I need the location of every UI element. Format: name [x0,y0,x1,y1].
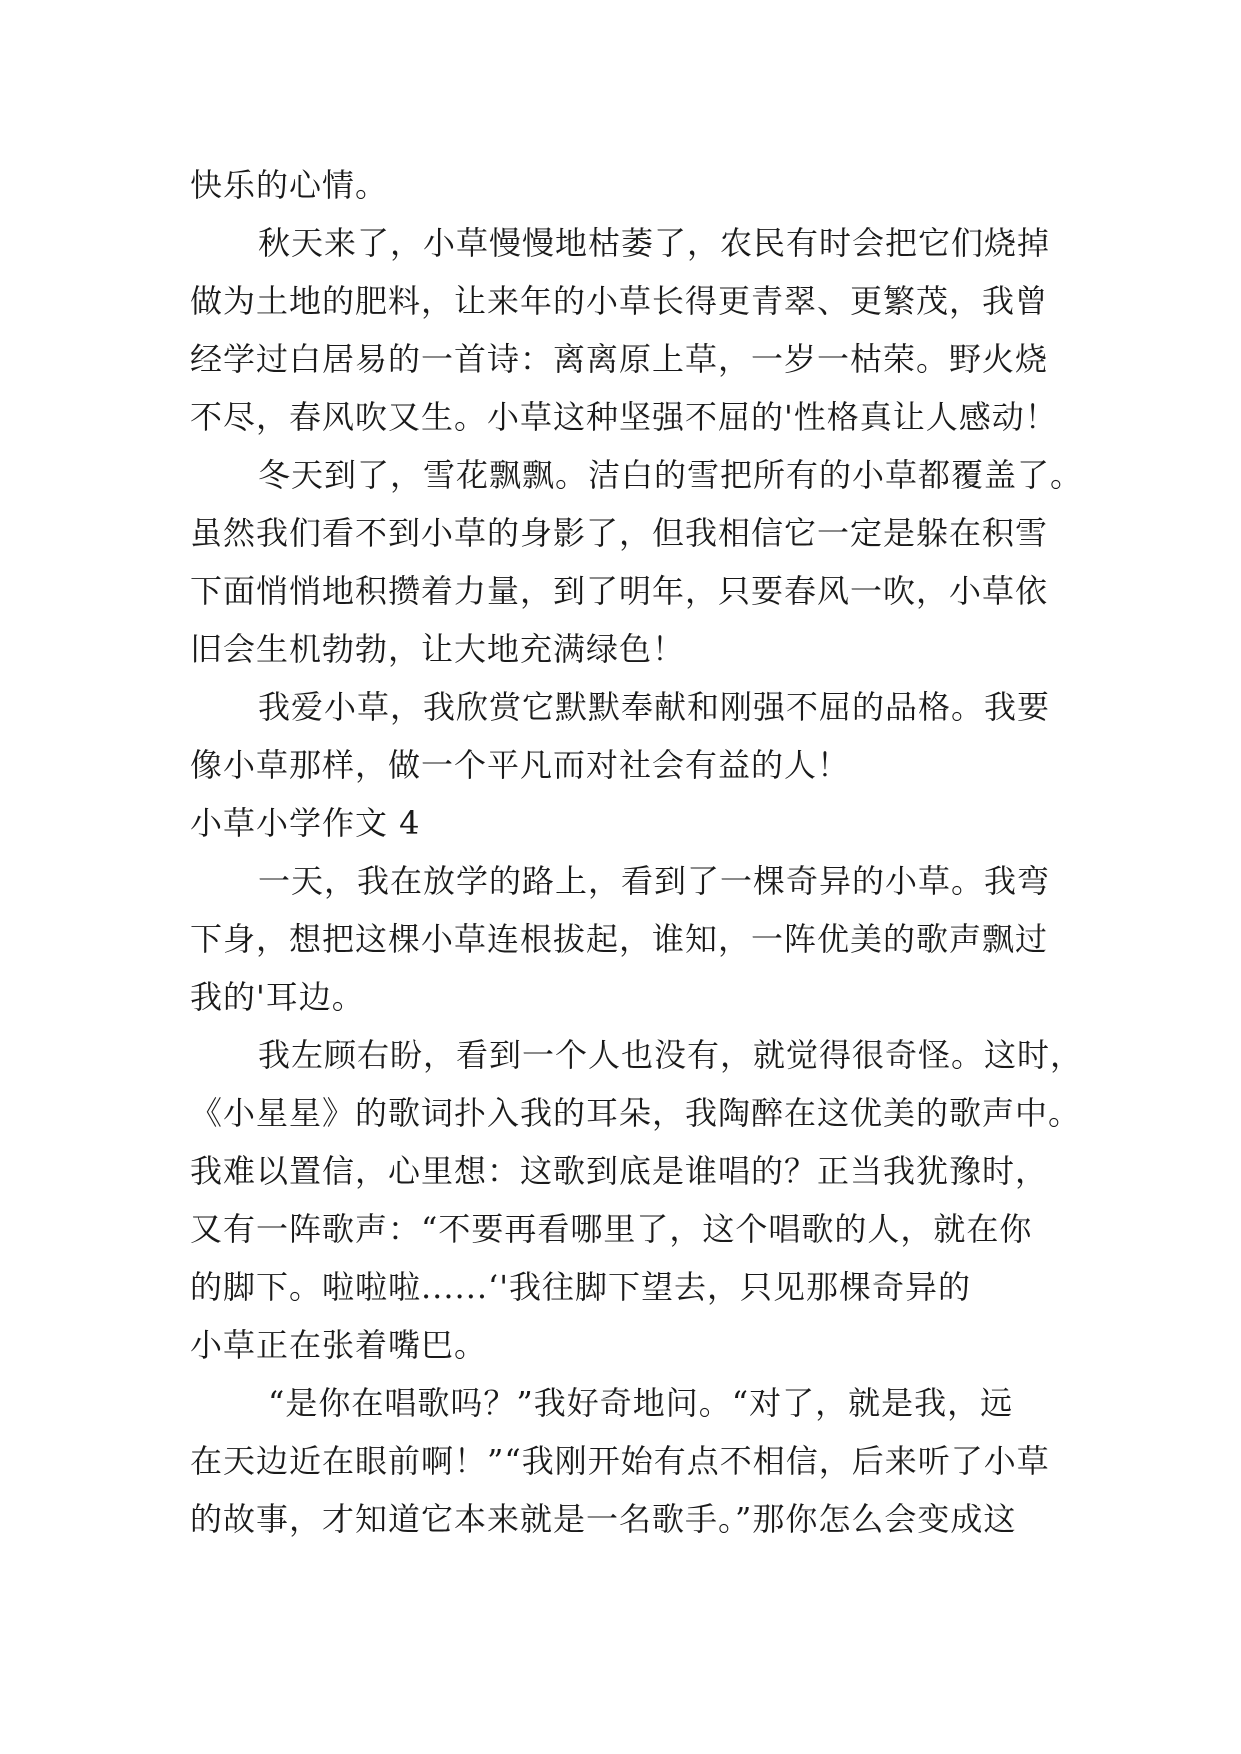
text-line: 又有一阵歌声：“不要再看哪里了，这个唱歌的人，就在你 [190,1210,1033,1248]
text-line: 我难以置信，心里想：这歌到底是谁唱的？正当我犹豫时， [190,1152,1049,1190]
text-line: 的脚下。啦啦啦......‘'我往脚下望去，只见那棵奇异的 [190,1268,972,1306]
text-line: 在天边近在眼前啊！”“我刚开始有点不相信，后来听了小草 [190,1442,1050,1480]
document-page [190,156,1084,1548]
text-line: 不尽，春风吹又生。小草这种坚强不屈的'性格真让人感动！ [190,398,1058,436]
text-line: 下面悄悄地积攒着力量，到了明年，只要春风一吹，小草依 [190,572,1049,610]
section-heading: 小草小学作文 4 [190,804,421,842]
text-line: 我爱小草，我欣赏它默默奉献和刚强不屈的品格。我要 [258,688,1051,726]
text-line: 下身，想把这棵小草连根拔起，谁知，一阵优美的歌声飘过 [190,920,1049,958]
text-line: 快乐的心情。 [190,166,389,204]
text-line: 冬天到了，雪花飘飘。洁白的雪把所有的小草都覆盖了。 [258,456,1084,494]
text-line: 一天，我在放学的路上，看到了一棵奇异的小草。我弯 [258,862,1051,900]
text-line: 经学过白居易的一首诗：离离原上草，一岁一枯荣。野火烧 [190,340,1049,378]
text-line: 做为土地的肥料，让来年的小草长得更青翠、更繁茂，我曾 [190,282,1049,320]
text-line: 像小草那样，做一个平凡而对社会有益的人！ [190,746,851,784]
text-line: 虽然我们看不到小草的身影了，但我相信它一定是躲在积雪 [190,514,1049,552]
text-line: 小草正在张着嘴巴。 [190,1326,488,1364]
text-line: 秋天来了，小草慢慢地枯萎了，农民有时会把它们烧掉 [258,224,1051,262]
text-line: 我的'耳边。 [190,978,365,1016]
text-line: 我左顾右盼，看到一个人也没有，就觉得很奇怪。这时， [258,1036,1084,1074]
text-line: “是你在唱歌吗？”我好奇地问。“对了，就是我，远 [268,1384,1014,1422]
text-line: 的故事，才知道它本来就是一名歌手。”那你怎么会变成这 [190,1500,1017,1538]
text-line: 《小星星》的歌词扑入我的耳朵，我陶醉在这优美的歌声中。 [190,1094,1082,1132]
text-line: 旧会生机勃勃，让大地充满绿色！ [190,630,686,668]
